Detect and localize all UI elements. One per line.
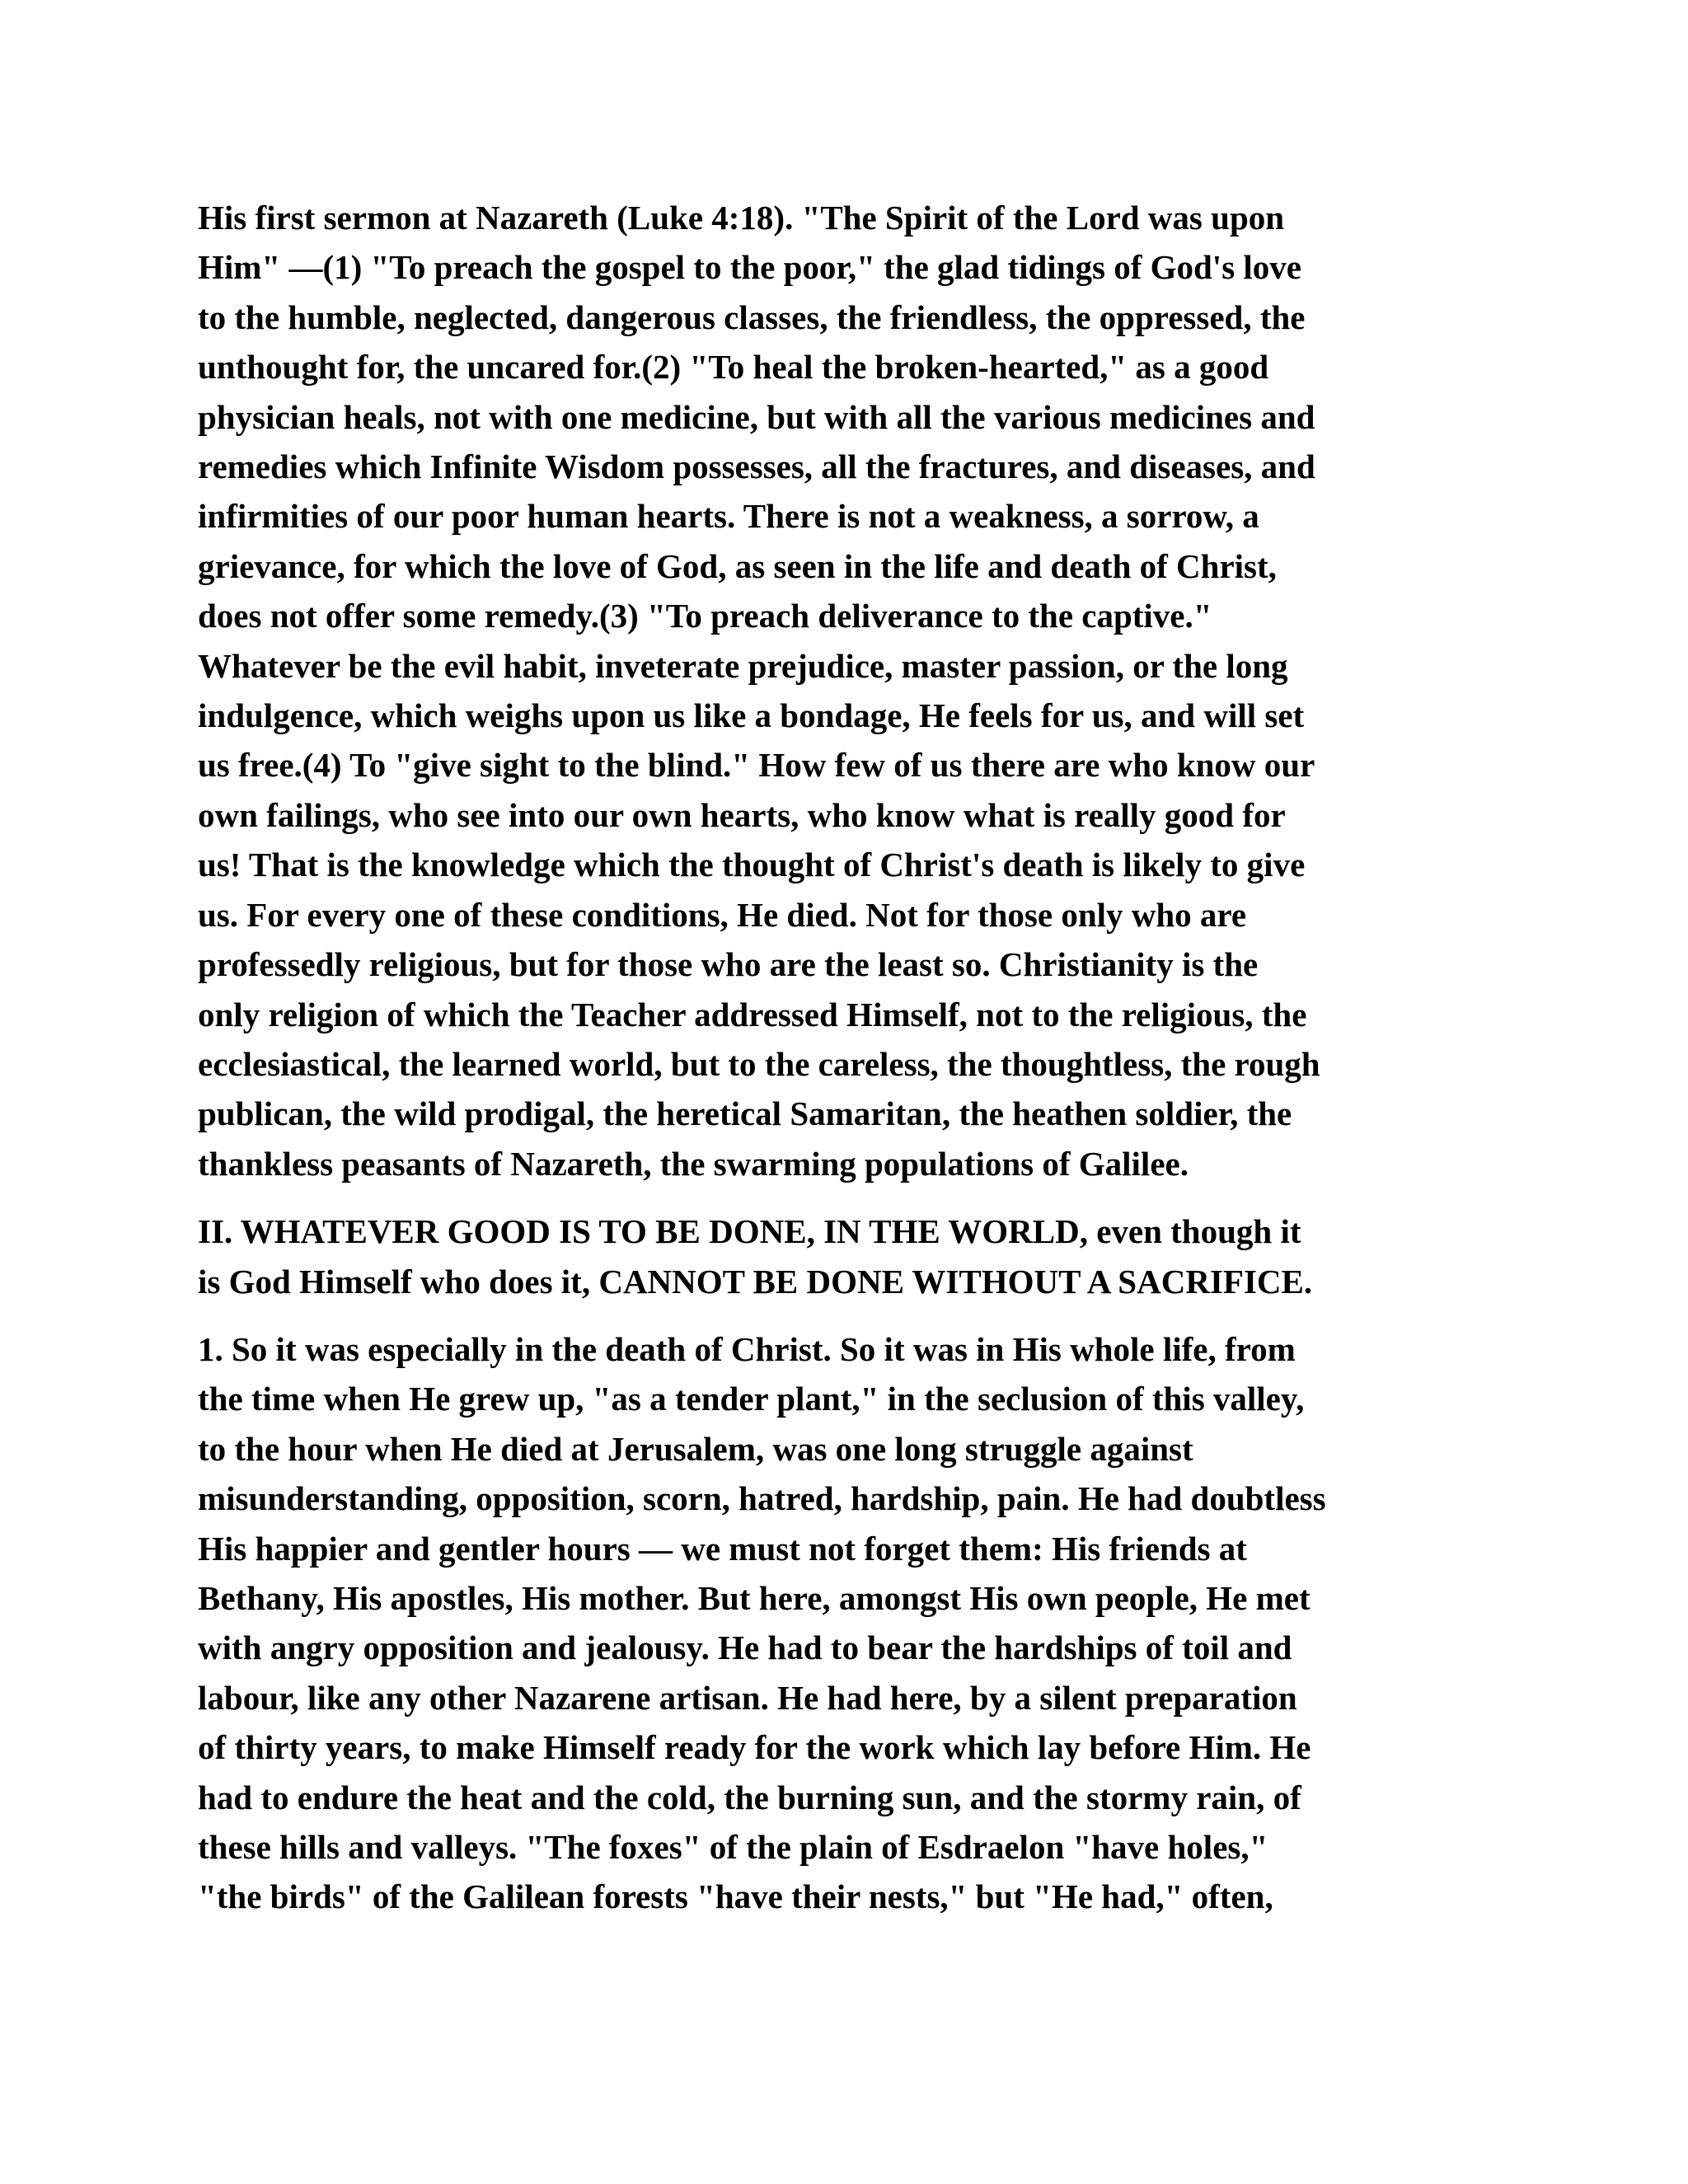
paragraph-sermon-at-nazareth xyxy=(198,193,1490,1188)
text-line: II. WHATEVER GOOD IS TO BE DONE, IN THE WORLD, even though it xyxy=(198,1212,1301,1251)
text-line: remedies which Infinite Wisdom possesses, all the fractures, and diseases, and xyxy=(198,448,1315,486)
text-line: to the humble, neglected, dangerous classes, the friendless, the oppressed, the xyxy=(198,298,1306,336)
text-line: us. For every one of these conditions, He died. Not for those only who are xyxy=(198,895,1247,934)
section-heading-ii xyxy=(198,1207,1490,1306)
text-line: professedly religious, but for those who are the least so. Christianity is the xyxy=(198,945,1259,984)
text-line: grievance, for which the love of God, as seen in the life and death of Christ, xyxy=(198,546,1277,585)
text-line: infirmities of our poor human hearts. There is not a weakness, a sorrow, a xyxy=(198,497,1259,536)
text-line: labour, like any other Nazarene artisan. He had here, by a silent preparation xyxy=(198,1678,1297,1717)
text-line: own failings, who see into our own hearts, who know what is really good for xyxy=(198,795,1286,834)
text-line: physician heals, not with one medicine, but with all the various medicines and xyxy=(198,397,1315,436)
text-line: unthought for, the uncared for.(2) "To heal the broken-hearted," as a good xyxy=(198,348,1269,387)
text-line: is God Himself who does it, CANNOT BE DONE WITHOUT A SACRIFICE. xyxy=(198,1262,1313,1301)
text-line: thankless peasants of Nazareth, the swarming populations of Galilee. xyxy=(198,1144,1189,1183)
text-line: "the birds" of the Galilean forests "have their nests," but "He had," often, xyxy=(198,1877,1273,1916)
text-line: of thirty years, to make Himself ready for the work which lay before Him. He xyxy=(198,1728,1311,1767)
body-text xyxy=(198,193,1490,1922)
text-line: publican, the wild prodigal, the heretical Samaritan, the heathen soldier, the xyxy=(198,1094,1292,1133)
text-line: Whatever be the evil habit, inveterate prejudice, master passion, or the long xyxy=(198,646,1288,685)
text-line: us! That is the knowledge which the thought of Christ's death is likely to give xyxy=(198,846,1306,884)
text-line: only religion of which the Teacher addressed Himself, not to the religious, the xyxy=(198,995,1307,1033)
text-line: Bethany, His apostles, His mother. But here, amongst His own people, He met xyxy=(198,1578,1311,1617)
paragraph-spacer xyxy=(198,1188,1490,1207)
text-line: 1. So it was especially in the death of Christ. So it was in His whole life, from xyxy=(198,1329,1296,1368)
paragraph-spacer xyxy=(198,1306,1490,1324)
text-line: indulgence, which weighs upon us like a bondage, He feels for us, and will set xyxy=(198,696,1305,735)
text-line: these hills and valleys. "The foxes" of the plain of Esdraelon "have holes," xyxy=(198,1828,1268,1866)
text-line: to the hour when He died at Jerusalem, was one long struggle against xyxy=(198,1429,1193,1468)
text-line: does not offer some remedy.(3) "To preach deliverance to the captive." xyxy=(198,597,1212,635)
text-line: His first sermon at Nazareth (Luke 4:18). "The Spirit of the Lord was upon xyxy=(198,199,1285,237)
text-line: had to endure the heat and the cold, the burning sun, and the stormy rain, of xyxy=(198,1778,1301,1816)
text-line: with angry opposition and jealousy. He had to bear the hardships of toil and xyxy=(198,1629,1292,1667)
text-line: Him" —(1) "To preach the gospel to the poor," the glad tidings of God's love xyxy=(198,248,1301,287)
text-line: the time when He grew up, "as a tender plant," in the seclusion of this valley, xyxy=(198,1380,1305,1418)
text-line: ecclesiastical, the learned world, but to the careless, the thoughtless, the rough xyxy=(198,1044,1320,1083)
text-line: us free.(4) To "give sight to the blind." How few of us there are who know our xyxy=(198,746,1315,785)
text-line: misunderstanding, opposition, scorn, hatred, hardship, pain. He had doubtless xyxy=(198,1479,1326,1518)
paragraph-point-one xyxy=(198,1324,1490,1922)
text-line: His happier and gentler hours — we must not forget them: His friends at xyxy=(198,1529,1247,1568)
